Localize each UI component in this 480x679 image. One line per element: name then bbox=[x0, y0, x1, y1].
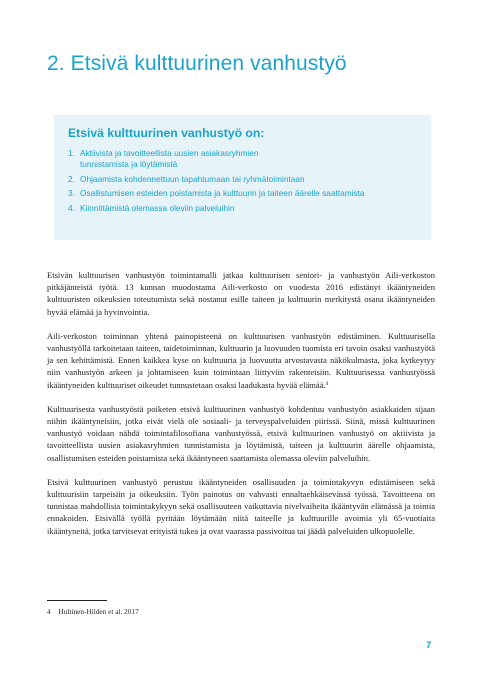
paragraph: Aili-verkoston toiminnan yhtenä painopisteenä on kulttuurisen vanhustyön edistäminen. Kulttuurisella vanhustyöllä tarkoitetaan taiteen, taidetoiminnan, kulttuurin ja luovuuden tuomista eri tavoin osaksi vanhustyötä ja sen kehittämistä. Ennen kaikkea kyse on kulttuuria ja luovuutta arvostavasta näkökulmasta, joka kytkeytyy niin vanhustyön arkeen ja johtamiseen kuin toimintaan liittyviin rakenteisiin. Kulttuurisessa vanhustyössä ikääntyneiden kulttuuriset oikeudet tunnustetaan osaksi laadukasta hyvää elämää.$^4$ bbox=[47, 330, 435, 390]
info-box-item bbox=[68, 203, 417, 214]
list-item-number: 3. bbox=[68, 188, 75, 198]
info-box bbox=[54, 115, 431, 240]
list-item-text: Ohjaamista kohdennettuun tapahtumaan tai ryhmätoimintaan bbox=[80, 173, 305, 184]
list-item-text: Osallistumisen esteiden poistamista ja kulttuurin ja taiteen äärelle saattamista bbox=[80, 188, 365, 198]
page-number: 7 bbox=[426, 640, 432, 651]
footnote bbox=[47, 607, 139, 616]
list-item-text: Aktiivista ja tavoitteellista uusien asiakasryhmien tunnistamista ja löytämistä bbox=[80, 148, 259, 169]
info-box-list bbox=[68, 148, 417, 214]
footnote-text: Hultinen-Hilden et al. 2017 bbox=[58, 607, 139, 616]
info-box-item bbox=[68, 174, 417, 185]
footnote-reference: 4 bbox=[325, 380, 329, 387]
paragraph: Kulttuurisesta vanhustyöstä poiketen etsivä kulttuurinen vanhustyö kohdentuu vanhustyön asiakkaiden sijaan niihin ikääntyneisiin, jotka eivät vielä ole sosiaali- ja terveyspalveluiden piirissä. Siinä, missä kulttuurinen vanhustyö voidaan nähdä toimintafilosofiana vanhustyössä, etsivä kulttuurinen vanhustyö on aktiivista ja tavoitteellista uusien asiakasryhmien tunnistamista ja löytämistä, taiteen ja kulttuurin äärelle ohjaamista, osallistumisen esteiden poistamista sekä ikääntyneen saattamista olemassa oleviin palveluihin. bbox=[47, 403, 435, 463]
footnote-divider bbox=[47, 600, 107, 601]
list-item-number: 2. bbox=[68, 173, 75, 184]
paragraph: Etsivän kulttuurisen vanhustyön toimintamalli jatkaa kulttuurisen seniori- ja vanhustyön Aili-verkoston pitkäjänteistä työtä. 13 kunnan muodostama Aili-verkosto on vuodesta 2016 edistänyt ikääntyneiden kulttuuristen oikeuksien toteutumista sekä nostanut esille taiteen ja kulttuurin merkitystä osana ikääntyneiden hyvää elämää ja hyvinvointia. bbox=[47, 270, 435, 317]
info-box-item bbox=[68, 188, 417, 199]
body-text bbox=[47, 269, 435, 549]
list-item-number: 1. bbox=[68, 148, 75, 158]
paragraph: Etsivä kulttuurinen vanhustyö perustuu ikääntyneiden osallisuuden ja toimintakyvyn edistämiseen sekä kulttuurisiin tarpeisiin ja oikeuksiin. Työn painotus on vahvasti ennaltaehkäisevässä työssä. Tavoitteena on tunnistaa mahdollisia toimintakykyyn sekä osallisuuteen vaikuttavia nivelvaiheita ikääntyvän elämässä ja toimia ennakoiden. Etsivällä työllä pyritään löytämään niitä taiteelle ja kulttuurille avoimia yli 65-vuotiaita ikääntyneitä, jotka tarvitsevat erityistä tukea ja ovat vaarassa passivoitua tai jäädä palveluiden ulkopuolelle. bbox=[47, 476, 435, 536]
info-box-item bbox=[68, 148, 417, 170]
list-item-number: 4. bbox=[68, 202, 75, 213]
info-box-title: Etsivä kulttuurinen vanhustyö on: bbox=[68, 126, 265, 140]
list-item-text: Kiinnittämistä olemassa oleviin palveluihin bbox=[80, 202, 235, 213]
page-heading: 2. Etsivä kulttuurinen vanhustyö bbox=[47, 52, 347, 75]
footnote-number: 4 bbox=[47, 607, 51, 616]
